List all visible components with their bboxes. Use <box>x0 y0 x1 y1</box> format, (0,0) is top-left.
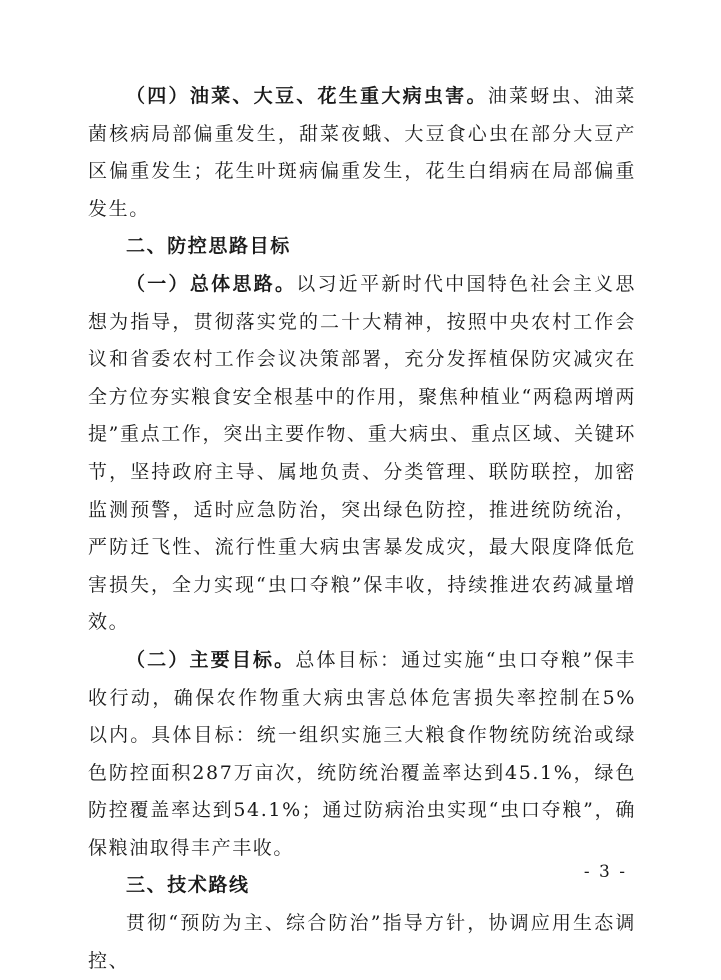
paragraph-technical-route <box>88 905 636 980</box>
section-heading-goals: 二、防控思路目标 <box>126 235 291 258</box>
paragraph-lead: （四）油菜、大豆、花生重大病虫害。 <box>126 85 488 107</box>
paragraph-overall-approach <box>88 266 636 642</box>
document-body <box>88 78 636 980</box>
section-heading-technical-route: 三、技术路线 <box>126 874 250 897</box>
paragraph-lead: （一）总体思路。 <box>126 272 297 295</box>
paragraph-text: 以习近平新时代中国特色社会主义思想为指导，贯彻落实党的二十大精神，按照中央农村工作会议和省委农村工作会议决策部署，充分发挥植保防灾减灾在全方位夯实粮食安全根基中的作用，聚焦种植业“两稳两增两提”重点工作，突出主要作物、重大病虫、重点区域、关键环节，坚持政府主导、属地负责、分类管理、联防联控，加密监测预警，适时应急防治，突出绿色防控，推进统防统治，严防迁飞性、流行性重大病虫害暴发成灾，最大限度降低危害损失，全力实现“虫口夺粮”保丰收，持续推进农药减量增效。 <box>88 272 636 634</box>
paragraph-oilseed-pests <box>88 78 636 228</box>
paragraph-text: 油菜蚜虫、油菜菌核病局部偏重发生，甜菜夜蛾、大豆食心虫在部分大豆产区偏重发生；花生叶斑病偏重发生，花生白绢病在局部偏重发生。 <box>88 85 637 220</box>
paragraph-main-targets <box>88 642 636 868</box>
paragraph-text: 总体目标：通过实施“虫口夺粮”保丰收行动，确保农作物重大病虫害总体危害损失率控制在5%以内。具体目标：统一组织实施三大粮食作物统防统治或绿色防控面积287万亩次，统防统治覆盖率达到45.1%，绿色防控覆盖率达到54.1%；通过防病治虫实现“虫口夺粮”，确保粮油取得丰产丰收。 <box>88 648 636 859</box>
page-number: - 3 - <box>583 862 627 882</box>
paragraph-text: 贯彻“预防为主、综合防治”指导方针，协调应用生态调控、 <box>88 912 636 972</box>
paragraph-lead: （二）主要目标。 <box>126 648 296 671</box>
